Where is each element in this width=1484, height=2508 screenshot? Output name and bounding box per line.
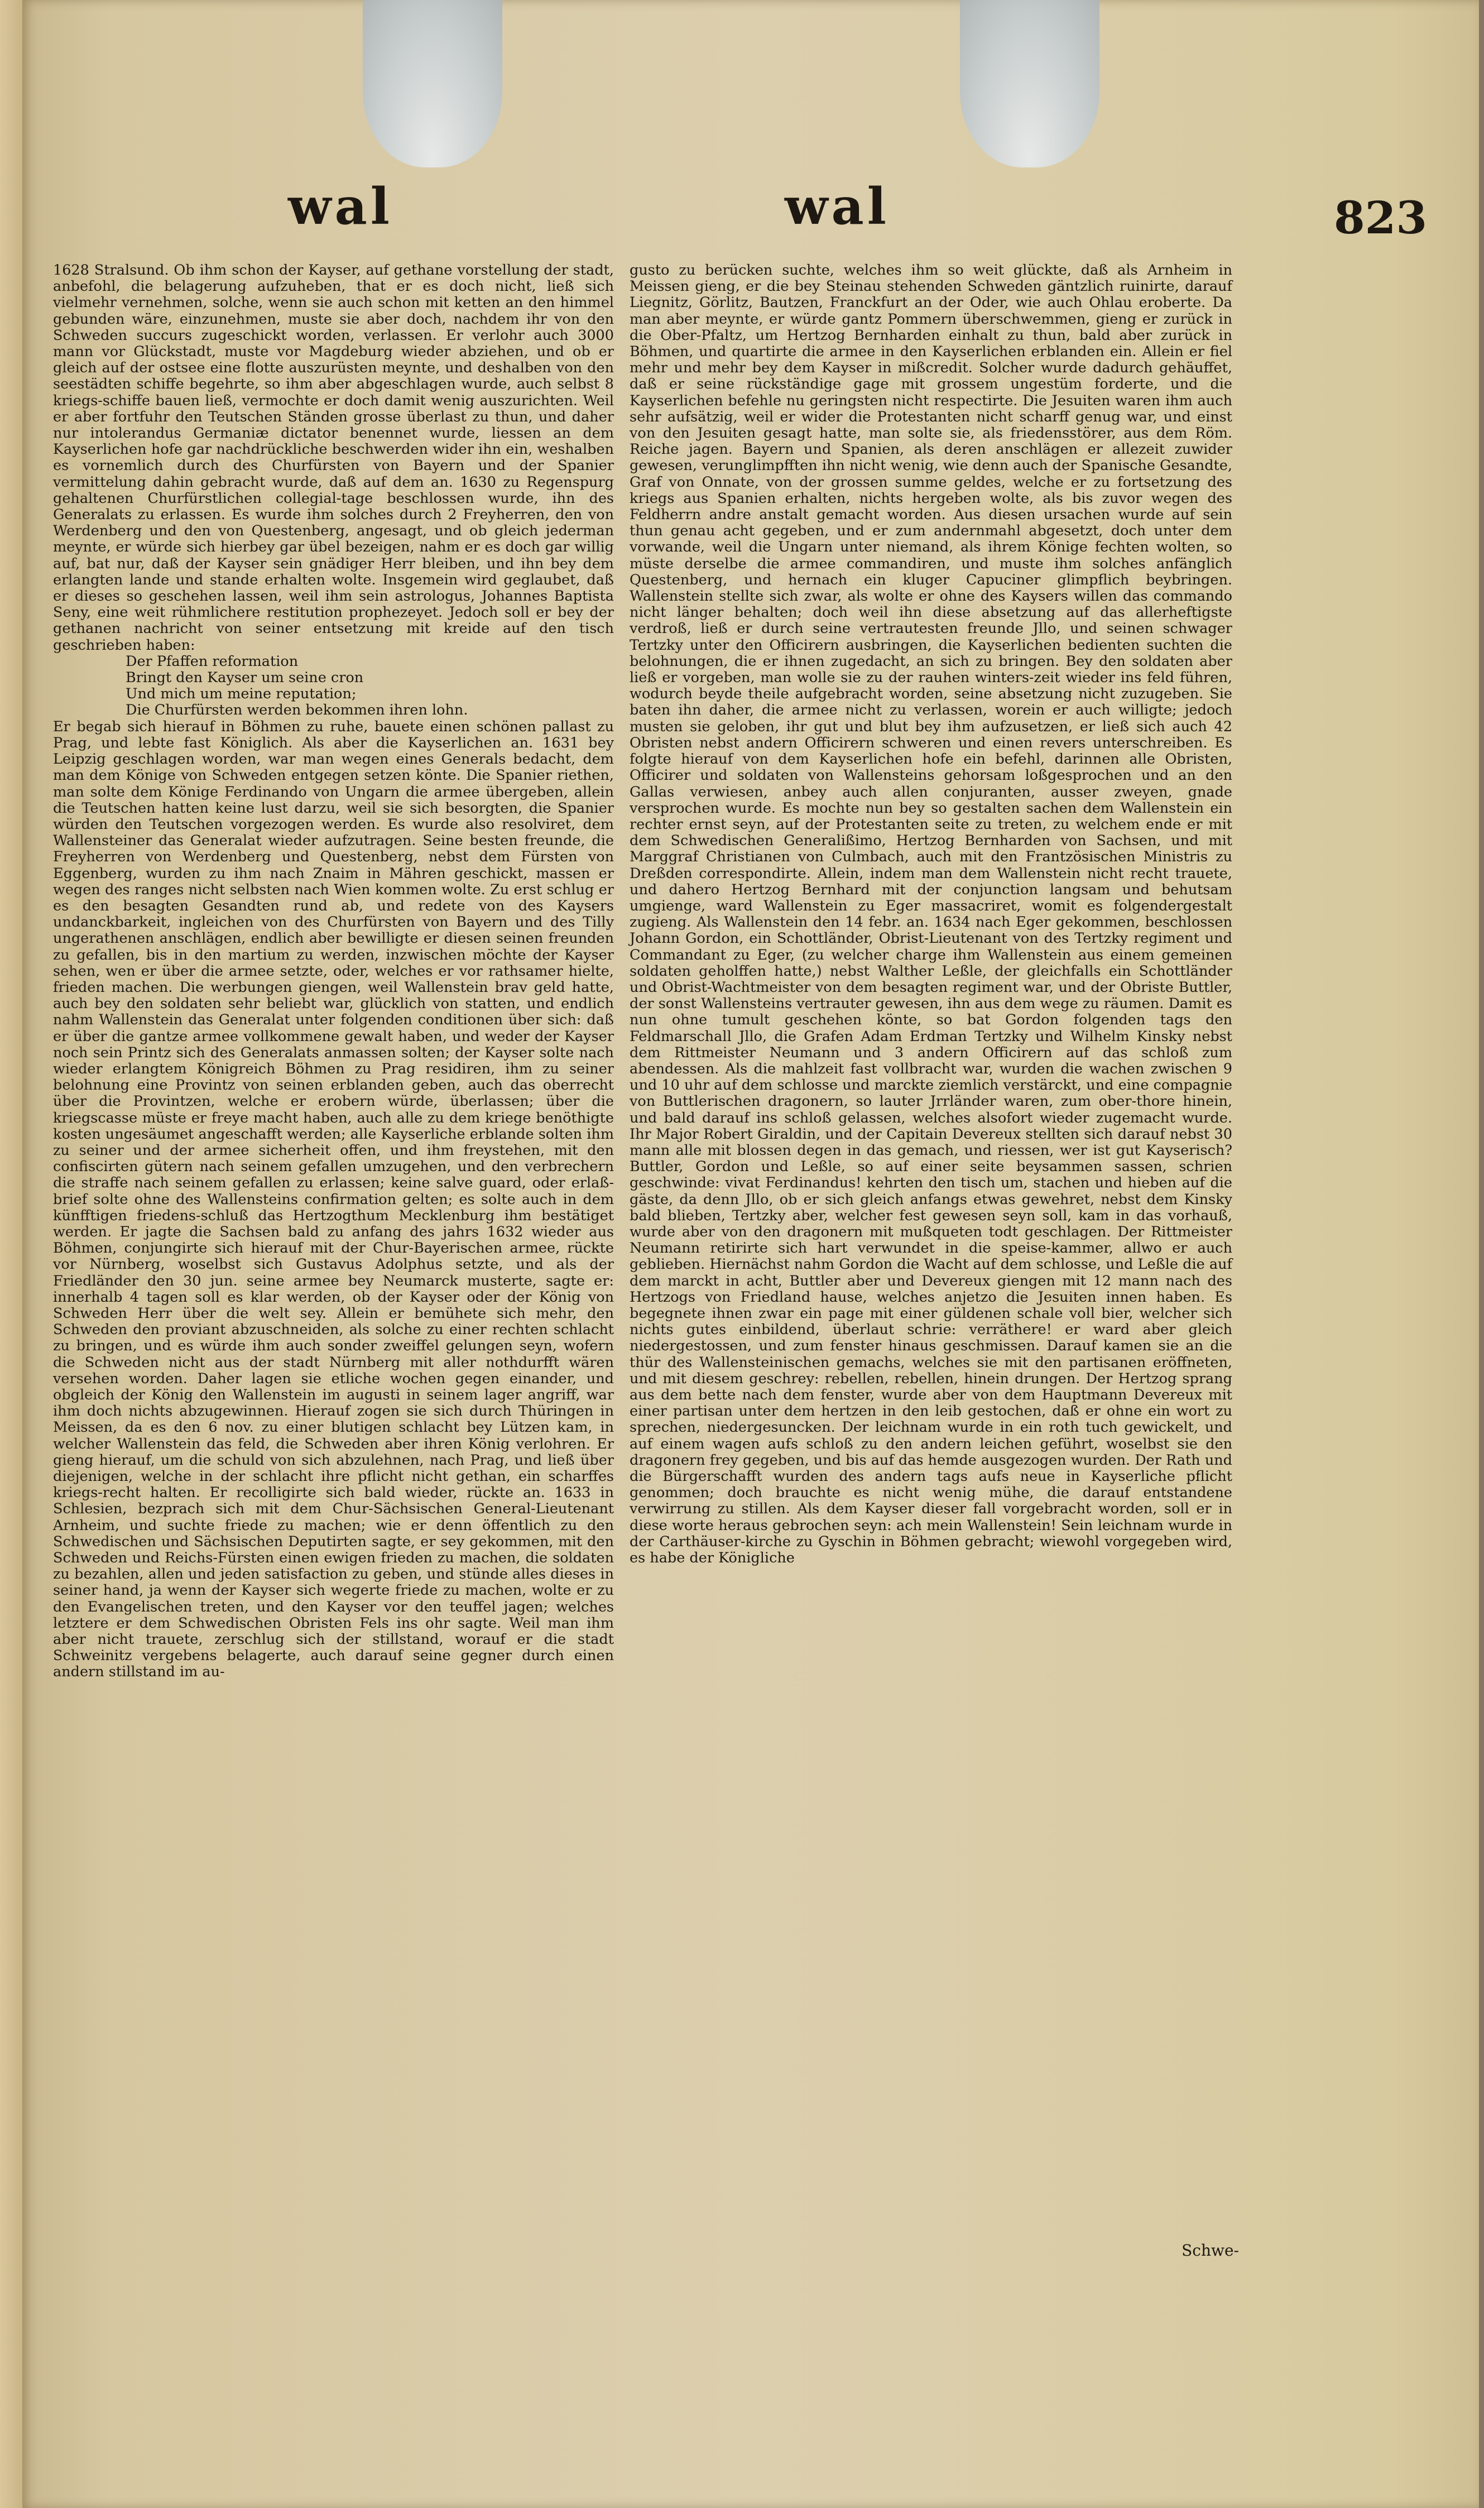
previous-page-edge xyxy=(0,0,23,2508)
verse-line-1: Der Pfaffen reformation xyxy=(126,653,299,670)
page-clip-right xyxy=(960,0,1099,167)
left-column-text-1: 1628 Stralsund. Ob ihm schon der Kayser, auf gethane vorstellung der stadt, anbefohl, die belagerung aufzuheben, that er es doch nicht, ließ sich vielmehr vernehmen, solche, wenn sie auch schon mit ketten an den himmel gebunden wäre, einzunehmen, muste sie aber doch, nachdem ihr von den Schweden succurs zugeschickt worden, verlassen. Er verlohr auch 3000 mann vor Glückstadt, muste vor Magdeburg wieder abziehen, und ob er gleich auf der ostsee eine flotte auszurüsten meynte, und deshalben von den seestädten schiffe begehrte, so ihm aber abgeschlagen wurde, auch selbst 8 kriegs-schiffe bauen ließ, vermochte er doch damit wenig auszurichten. Weil er aber fortfuhr den Teutschen Ständen grosse überlast zu thun, und daher nur intolerandus Germaniæ dictator benennet wurde, liessen an dem Kayserlichen hofe gar nachdrückliche beschwerden wider ihn ein, weshalben es vornemlich durch des Churfürsten von Bayern und der Spanier vermittelung dahin gebracht wurde, daß auf dem an. 1630 zu Regenspurg gehaltenen Churfürstlichen collegial-tage beschlossen wurde, ihn des Generalats zu erlassen. Es wurde ihm solches durch 2 Freyherren, den von Werdenberg und den von Questenberg, angesagt, und ob gleich jederman meynte, er würde sich hierbey gar übel bezeigen, nahm er es doch gar willig auf, bat nur, daß der Kayser sein gnädiger Herr bleiben, und ihn bey dem erlangten lande und stande erhalten wolte. Insgemein wird geglaubet, daß er dieses so geschehen lassen, weil ihm sein astrologus, Johannes Baptista Seny, eine weit rühmlichere restitution prophezeyet. Jedoch soll er bey der gethanen nachricht von seiner entsetzung mit kreide auf den tisch geschrieben haben: xyxy=(53,262,614,654)
page-clip-left xyxy=(363,0,502,167)
verse-line-4: Die Churfürsten werden bekommen ihren lohn. xyxy=(126,702,468,719)
running-head-right: wal xyxy=(785,177,890,236)
text-column-right xyxy=(630,262,1232,2261)
verse-line-3: Und mich um meine reputation; xyxy=(126,685,357,703)
running-head-left: wal xyxy=(288,177,393,236)
verse-line-2: Bringt den Kayser um seine cron xyxy=(126,669,364,687)
text-column-left xyxy=(53,262,614,2238)
page-number: 823 xyxy=(1334,191,1427,244)
catchword: Schwe- xyxy=(1182,2241,1239,2260)
left-column-text-2: Er begab sich hierauf in Böhmen zu ruhe, bauete einen schönen pallast zu Prag, und lebte fast Königlich. Als aber die Kayserlichen an. 1631 bey Leipzig geschlagen worden, war man wegen eines Generals bedacht, dem man dem Könige von Schweden entgegen setzen könte. Die Spanier riethen, man solte dem Könige Ferdinando von Ungarn die armee übergeben, allein die Teutschen hatten keine lust darzu, weil sie sich besorgten, die Spanier würden den Teutschen vorgezogen werden. Es wurde also resolviret, dem Wallensteiner das Generalat wieder aufzutragen. Seine besten freunde, die Freyherren von Werdenberg und Questenberg, nebst dem Fürsten von Eggenberg, wurden zu ihm nach Znaim in Mähren geschickt, massen er wegen des ranges nicht selbsten nach Wien kommen wolte. Zu erst schlug er es den besagten Gesandten rund ab, und redete von des Kaysers undanckbarkeit, ingleichen von des Churfürsten von Bayern und des Tilly ungerathenen anschlägen, endlich aber bewilligte er diesen seinen freunden zu gefallen, bis in den martium zu werden, inzwischen möchte der Kayser sehen, wen er über die armee setzte, oder, welches er vor rathsamer hielte, frieden machen. Die werbungen giengen, weil Wallenstein brav geld hatte, auch bey den soldaten sehr beliebt war, glücklich von statten, und endlich nahm Wallenstein das Generalat unter folgenden conditionen über sich: daß er über die gantze armee vollkommene gewalt haben, und weder der Kayser noch sein Printz sich des Generalats anmassen solten; der Kayser solte nach wieder erlangtem Königreich Böhmen zu Prag residiren, ihm zu seiner belohnung eine Provintz von seinen erblanden geben, auch das oberrecht über die Provintzen, welche er erobern würde, überlassen; über die kriegscasse müste er freye macht haben, auch alle zu dem kriege benöthigte kosten ungesäumet angeschafft werden; alle Kayserliche erblande solten ihm zu seiner und der armee sicherheit offen, und ihm freystehen, mit den confiscirten gütern nach seinem gefallen umzugehen, und den verbrechern die straffe nach seinem gefallen zu erlassen; keine salve guard, oder erlaß-brief solte ohne des Wallensteins confirmation gelten; es solte auch in dem künfftigen friedens-schluß das Hertzogthum Mecklenburg ihm bestätiget werden. Er jagte die Sachsen bald zu anfang des jahrs 1632 wieder aus Böhmen, conjungirte sich hierauf mit der Chur-Bayerischen armee, rückte vor Nürnberg, woselbst sich Gustavus Adolphus setzte, und als der Friedländer den 30 jun. seine armee bey Neumarck musterte, sagte er: innerhalb 4 tagen soll es klar werden, ob der Kayser oder der König von Schweden Herr über die welt sey. Allein er bemühete sich mehr, den Schweden den proviant abzuschneiden, als solche zu einer rechten schlacht zu bringen, und es würde ihm auch sonder zweiffel gelungen seyn, wofern die Schweden nicht aus der stadt Nürnberg mit aller nothdurfft wären versehen worden. Daher lagen sie etliche wochen gegen einander, und obgleich der König den Wallenstein im augusti in seinem lager angriff, war ihm doch nichts abzugewinnen. Hierauf zogen sie sich durch Thüringen in Meissen, da es den 6 nov. zu einer blutigen schlacht bey Lützen kam, in welcher Wallenstein das feld, die Schweden aber ihren König verlohren. Er gieng hierauf, um die schuld von sich abzulehnen, nach Prag, und ließ über diejenigen, welche in der schlacht ihre pflicht nicht gethan, ein scharffes kriegs-recht halten. Er recolligirte sich bald wieder, rückte an. 1633 in Schlesien, bezprach sich mit dem Chur-Sächsischen General-Lieutenant Arnheim, und suchte friede zu machen; wie er denn öffentlich zu den Schwedischen und Sächsischen Deputirten sagte, er sey gekommen, mit den Schweden und Reichs-Fürsten einen ewigen frieden zu machen, die soldaten zu bezahlen, allen und jeden satisfaction zu geben, und stünde alles dieses in seiner hand, ja wenn der Kayser sich wegerte friede zu machen, wolte er zu den Evangelischen treten, und den Kayser vor den teuffel jagen; welches letztere er dem Schwedischen Obristen Fels ins ohr sagte. Weil man ihm aber nicht trauete, zerschlug sich der stillstand, worauf er die stadt Schweinitz vergebens belagerte, auch darauf seine gegner durch einen andern stillstand im au- xyxy=(53,718,614,1681)
right-column-text: gusto zu berücken suchte, welches ihm so weit glückte, daß als Arnheim in Meissen gieng, er die bey Steinau stehenden Schweden gäntzlich ruinirte, darauf Liegnitz, Görlitz, Bautzen, Franckfurt an der Oder, wie auch Ohlau eroberte. Da man aber meynte, er würde gantz Pommern überschwemmen, gieng er zurück in die Ober-Pfaltz, um Hertzog Bernharden einhalt zu thun, bald aber zurück in Böhmen, und quartirte die armee in den Kayserlichen erblanden ein. Allein er fiel mehr und mehr bey dem Kayser in mißcredit. Solcher wurde dadurch gehäuffet, daß er seine rückständige gage mit grossem ungestüm forderte, und die Kayserlichen befehle nu geringsten nicht respectirte. Die Jesuiten waren ihm auch sehr aufsätzig, weil er wider die Protestanten nicht scharff genug war, und einst von den Jesuiten gesagt hatte, man solte sie, als friedensstörer, aus dem Röm. Reiche jagen. Bayern und Spanien, als deren anschlägen er allezeit zuwider gewesen, verunglimpfften ihn nicht wenig, wie denn auch der Spanische Gesandte, Graf von Onnate, von der grossen summe geldes, welche er zu fortsetzung des kriegs aus Spanien erhalten, nichts hergeben wolte, als bis zuvor wegen des Feldherrn andre anstalt gemacht worden. Aus diesen ursachen wurde auf sein thun genau acht gegeben, und er zum andernmahl abgesetzt, doch unter dem vorwande, weil die Ungarn unter niemand, als ihrem Könige fechten wolten, so müste derselbe die armee commandiren, und muste ihm solches anfänglich Questenberg, und hernach ein kluger Capuciner glimpflich beybringen. Wallenstein stellte sich zwar, als wolte er ohne des Kaysers willen das commando nicht länger behalten; doch weil ihn diese absetzung auf das allerheftigste verdroß, ließ er durch seine vertrautesten freunde Jllo, und seinen schwager Tertzky unter den Officirern ausbringen, die Kayserlichen bedienten suchten die belohnungen, die er ihnen zugedacht, an sich zu bringen. Bey den soldaten aber ließ er vorgeben, man wolle sie zu der rauhen winters-zeit wieder ins feld führen, wodurch beyde theile aufgebracht worden, seine absetzung nicht zuzugeben. Sie baten ihn daher, die armee nicht zu verlassen, worein er auch willigte; jedoch musten sie geloben, ihr gut und blut bey ihm aufzusetzen, er ließ sich auch 42 Obristen nebst andern Officirern schweren und einen revers unterschreiben. Es folgte hierauf von dem Kayserlichen hofe ein befehl, darinnen alle Obristen, Officirer und soldaten von Wallensteins gehorsam loßgesprochen und an den Gallas verwiesen, anbey auch allen conjuranten, ausser zweyen, gnade versprochen wurde. Es mochte nun bey so gestalten sachen dem Wallenstein ein rechter ernst seyn, auf der Protestanten seite zu treten, zu welchem ende er mit dem Schwedischen Generalißimo, Hertzog Bernharden von Sachsen, und mit Marggraf Christianen von Culmbach, auch mit den Frantzösischen Ministris zu Dreßden correspondirte. Allein, indem man dem Wallenstein nicht recht trauete, und dahero Hertzog Bernhard mit der conjunction langsam und behutsam umgienge, ward Wallenstein zu Eger massacriret, womit es folgendergestalt zugieng. Als Wallenstein den 14 febr. an. 1634 nach Eger gekommen, beschlossen Johann Gordon, ein Schottländer, Obrist-Lieutenant von des Tertzky regiment und Commandant zu Eger, (zu welcher charge ihm Wallenstein aus einem gemeinen soldaten geholffen hatte,) nebst Walther Leßle, der gleichfalls ein Schottländer und Obrist-Wachtmeister von dem besagten regiment war, und der Obriste Buttler, der sonst Wallensteins vertrauter gewesen, ihn aus dem wege zu räumen. Damit es nun ohne tumult geschehen könte, so bat Gordon folgenden tags den Feldmarschall Jllo, die Grafen Adam Erdman Tertzky und Wilhelm Kinsky nebst dem Rittmeister Neumann und 3 andern Officirern auf das schloß zum abendessen. Als die mahlzeit fast vollbracht war, wurden die wachen zwischen 9 und 10 uhr auf dem schlosse und marckte ziemlich verstärckt, und eine compagnie von Buttlerischen dragonern, so lauter Jrrländer waren, zum ober-thore hinein, und bald darauf ins schloß gelassen, welches alsofort wieder zugemacht wurde. Ihr Major Robert Giraldin, und der Capitain Devereux stellten sich darauf nebst 30 mann alle mit blossen degen in das gemach, und riessen, wer ist gut Kayserisch? Buttler, Gordon und Leßle, so auf einer seite beysammen sassen, schrien geschwinde: vivat Ferdinandus! kehrten den tisch um, stachen und hieben auf die gäste, da denn Jllo, ob er sich gleich anfangs etwas gewehret, nebst dem Kinsky bald blieben, Tertzky aber, welcher fest gewesen seyn soll, kam in das vorhauß, wurde aber von den dragonern mit mußqueten todt geschlagen. Der Rittmeister Neumann retirirte sich hart verwundet in die speise-kammer, allwo er auch geblieben. Hiernächst nahm Gordon die Wacht auf dem schlosse, und Leßle die auf dem marckt in acht, Buttler aber und Devereux giengen mit 12 mann nach des Hertzogs von Friedland hause, welches anjetzo die Jesuiten innen haben. Es begegnete ihnen zwar ein page mit einer güldenen schale voll bier, welcher sich nichts gutes einbildend, überlaut schrie: verräthere! er ward aber gleich niedergestossen, und zum fenster hinaus geschmissen. Darauf kamen sie an die thür des Wallensteinischen gemachs, welches sie mit den partisanen eröffneten, und mit diesem geschrey: rebellen, rebellen, hinein drungen. Der Hertzog sprang aus dem bette nach dem fenster, wurde aber von dem Hauptmann Devereux mit einer partisan unter dem hertzen in den leib gestochen, daß er ohne ein wort zu sprechen, niedergesuncken. Der leichnam wurde in ein roth tuch gewickelt, und auf einem wagen aufs schloß zu den andern leichen geführt, woselbst sie den dragonern frey gegeben, und bis auf das hemde ausgezogen wurden. Der Rath und die Bürgerschafft wurden des andern tags aufs neue in Kayserliche pflicht genommen; doch brauchte es nicht wenig mühe, die darauf entstandene verwirrung zu stillen. Als dem Kayser dieser fall vorgebracht worden, soll er in diese worte heraus gebrochen seyn: ach mein Wallenstein! Sein leichnam wurde in der Carthäuser-kirche zu Gyschin in Böhmen gebracht; wiewohl vorgegeben wird, es habe der Königliche xyxy=(630,262,1233,1567)
